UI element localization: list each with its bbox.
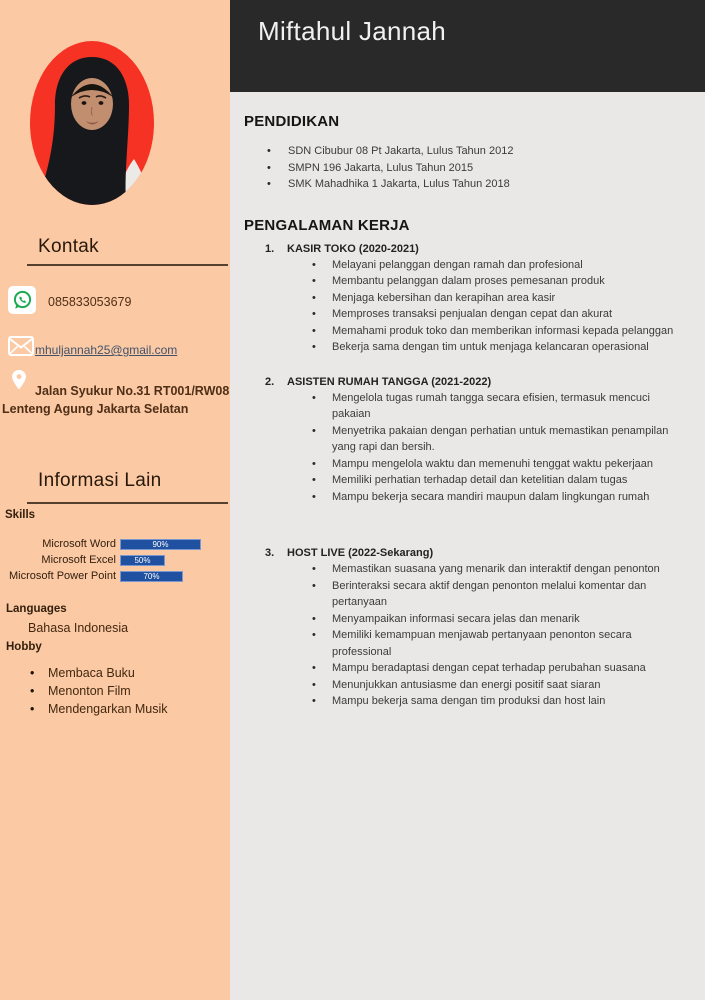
skill-row xyxy=(0,536,230,552)
pengalaman-section xyxy=(230,217,705,710)
skill-percent: 70% xyxy=(143,571,160,581)
skill-bar-fill xyxy=(120,555,165,566)
skills-list xyxy=(0,536,230,584)
job-bullet: • Memiliki perhatian terhadap detail dan ketelitian dalam tugas xyxy=(332,472,684,489)
kontak-divider xyxy=(27,264,228,266)
job-bullet: • Memahami produk toko dan memberikan informasi kepada pelanggan xyxy=(332,323,684,340)
hobby-item: • Mendengarkan Musik xyxy=(30,700,168,718)
email-icon xyxy=(8,336,34,356)
job-title: ASISTEN RUMAH TANGGA (2021-2022) xyxy=(287,375,492,388)
skill-bar-fill xyxy=(120,571,183,582)
pendidikan-section xyxy=(230,113,705,193)
education-list xyxy=(230,143,705,193)
job-number: 3. xyxy=(265,547,275,559)
jobs-list xyxy=(230,241,705,710)
location-pin-icon xyxy=(12,370,26,390)
job-bullet: • Mampu bekerja secara mandiri maupun dalam lingkungan rumah xyxy=(332,489,684,506)
job-bullet-list xyxy=(265,257,705,356)
job-bullet: • Melayani pelanggan dengan ramah dan profesional xyxy=(332,257,684,274)
skill-row xyxy=(0,568,230,584)
kontak-heading: Kontak xyxy=(38,236,99,257)
address-line-2: Lenteng Agung Jakarta Selatan xyxy=(2,402,189,416)
job-bullet: • Bekerja sama dengan tim untuk menjaga kelancaran operasional xyxy=(332,339,684,356)
person-name: Miftahul Jannah xyxy=(258,16,447,46)
pengalaman-heading: PENGALAMAN KERJA xyxy=(244,216,410,234)
skills-label: Skills xyxy=(5,509,36,521)
skill-row xyxy=(0,552,230,568)
informasi-lain-heading: Informasi Lain xyxy=(38,470,162,491)
informasi-divider xyxy=(27,502,228,504)
hobby-item: • Menonton Film xyxy=(30,682,168,700)
job-title-row xyxy=(265,545,705,561)
education-item: • SMPN 196 Jakarta, Lulus Tahun 2015 xyxy=(288,160,705,177)
skill-percent: 90% xyxy=(152,539,169,549)
job-title-row xyxy=(265,241,705,257)
job-bullet: • Menyetrika pakaian dengan perhatian untuk memastikan penampilan yang rapi dan bersih. xyxy=(332,423,684,456)
job-title: KASIR TOKO (2020-2021) xyxy=(287,242,419,255)
whatsapp-icon xyxy=(8,286,36,314)
sidebar xyxy=(0,0,230,1000)
education-item: • SDN Cibubur 08 Pt Jakarta, Lulus Tahun 2012 xyxy=(288,143,705,160)
job-bullet: • Memproses transaksi penjualan dengan cepat dan akurat xyxy=(332,306,684,323)
main-content xyxy=(230,0,705,1000)
job-bullet: • Mengelola tugas rumah tangga secara efisien, termasuk mencuci pakaian xyxy=(332,390,684,423)
job-title: HOST LIVE (2022-Sekarang) xyxy=(287,547,434,559)
job-bullet: • Memiliki kemampuan menjawab pertanyaan penonton secara professional xyxy=(332,627,684,660)
job-bullet: • Menyampaikan informasi secara jelas dan menarik xyxy=(332,611,684,628)
job-number: 1. xyxy=(265,242,275,255)
job-bullet: • Membantu pelanggan dalam proses pemesanan produk xyxy=(332,273,684,290)
job-entry xyxy=(265,374,705,506)
skill-label: Microsoft Power Point xyxy=(9,570,116,582)
job-number: 2. xyxy=(265,375,275,388)
job-bullet: • Mampu bekerja sama dengan tim produksi dan host lain xyxy=(332,693,684,710)
profile-photo xyxy=(30,41,154,205)
skill-bar xyxy=(120,571,210,582)
job-title-row xyxy=(265,374,705,390)
hobby-list xyxy=(30,664,168,718)
education-item: • SMK Mahadhika 1 Jakarta, Lulus Tahun 2018 xyxy=(288,176,705,193)
job-bullet: • Mampu beradaptasi dengan cepat terhadap perubahan suasana xyxy=(332,660,684,677)
skill-label: Microsoft Word xyxy=(42,538,116,550)
profile-photo-illustration xyxy=(30,41,154,205)
job-bullet-list xyxy=(265,561,705,710)
job-bullet-list xyxy=(265,390,705,506)
job-entry xyxy=(265,545,705,710)
hobby-label: Hobby xyxy=(6,641,42,653)
job-bullet: • Berinteraksi secara aktif dengan penonton melalui komentar dan pertanyaan xyxy=(332,578,684,611)
hobby-item: • Membaca Buku xyxy=(30,664,168,682)
skill-bar xyxy=(120,555,210,566)
skill-label: Microsoft Excel xyxy=(41,554,116,566)
pendidikan-heading: PENDIDIKAN xyxy=(244,113,340,130)
job-entry xyxy=(265,241,705,356)
skill-bar xyxy=(120,539,210,550)
header-bar xyxy=(230,0,705,92)
job-bullet: • Mampu mengelola waktu dan memenuhi tenggat waktu pekerjaan xyxy=(332,456,684,473)
job-bullet: • Menunjukkan antusiasme dan energi positif saat siaran xyxy=(332,677,684,694)
address-line-1: Jalan Syukur No.31 RT001/RW08 xyxy=(35,384,230,398)
language-value: Bahasa Indonesia xyxy=(28,621,129,635)
skill-percent: 50% xyxy=(134,555,151,565)
job-bullet: • Memastikan suasana yang menarik dan interaktif dengan penonton xyxy=(332,561,684,578)
phone-number: 085833053679 xyxy=(48,295,132,309)
job-bullet: • Menjaga kebersihan dan kerapihan area kasir xyxy=(332,290,684,307)
skill-bar-fill xyxy=(120,539,201,550)
email-link[interactable]: mhuljannah25@gmail.com xyxy=(35,343,178,357)
languages-label: Languages xyxy=(6,603,67,615)
